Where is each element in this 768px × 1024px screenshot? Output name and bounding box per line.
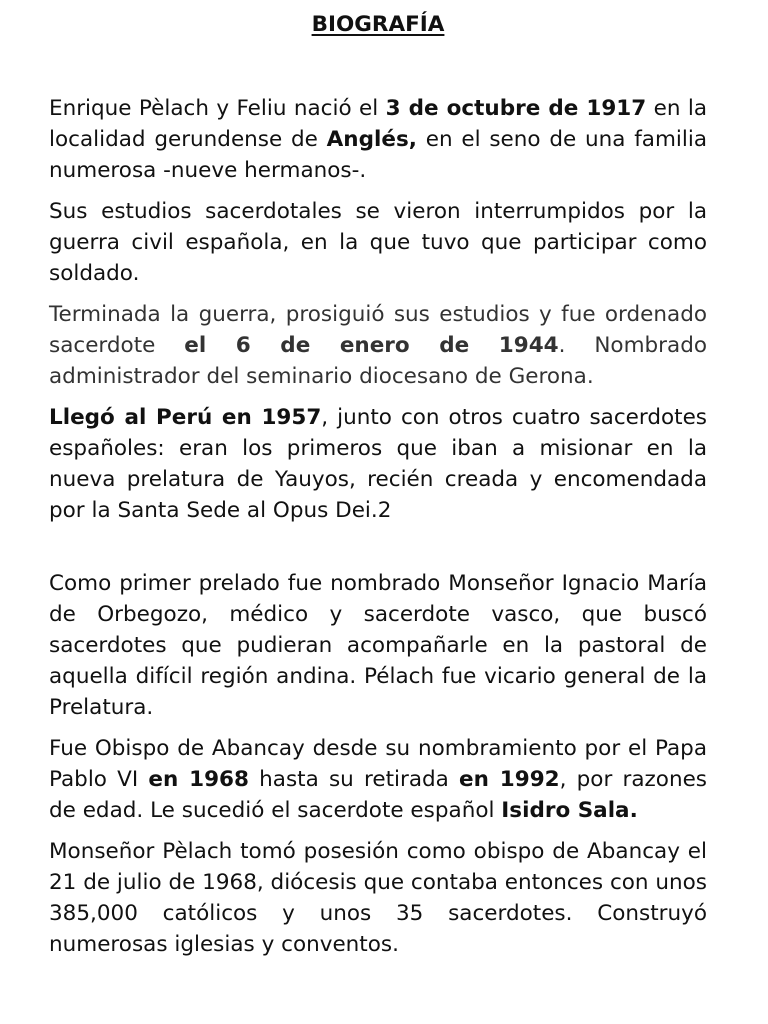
paragraph-run: Sus estudios sacerdotales se vieron interrumpidos por la guerra civil española, en la que tuvo que participar como soldado. xyxy=(49,199,707,286)
paragraph-run: Terminada la guerra, prosiguió sus estudios y fue ordenado sacerdote xyxy=(49,302,707,358)
paragraph-run: Enrique Pèlach y Feliu nació el xyxy=(49,96,386,121)
birth-date-bold: 3 de octubre de 1917 xyxy=(385,96,647,121)
year-1992-bold: en 1992 xyxy=(459,767,560,792)
arrival-bold: Llegó al Perú en 1957 xyxy=(49,405,322,430)
paragraph-bishop-abancay xyxy=(49,733,707,826)
paragraph-studies xyxy=(49,196,707,289)
paragraph-possession xyxy=(49,836,707,960)
ordination-date-bold: el 6 de enero de 1944 xyxy=(184,333,559,358)
paragraph-run: Fue Obispo de Abancay desde su nombramiento por el Papa Pablo VI xyxy=(49,736,707,792)
paragraph-run: Como primer prelado fue nombrado Monseñor Ignacio María de Orbegozo, médico y sacerdote vasco, que buscó sacerdotes que pudieran acompañarle en la pastoral de aquella difícil región andina. Pélach fue vicario general de la Prelatura. xyxy=(49,571,707,720)
paragraph-run: hasta su retirada xyxy=(248,767,460,792)
paragraph-run: , por razones de edad. Le sucedió el sacerdote español xyxy=(49,767,708,823)
document-title: BIOGRAFÍA xyxy=(311,12,445,37)
birthplace-bold: Anglés, xyxy=(326,127,417,152)
document-body xyxy=(49,93,707,970)
successor-name-bold: Isidro Sala. xyxy=(501,798,638,823)
paragraph-run: . Nombrado administrador del seminario diocesano de Gerona. xyxy=(49,333,707,389)
paragraph-arrival-peru xyxy=(49,402,707,526)
paragraph-run: en la localidad gerundense de xyxy=(49,96,707,152)
paragraph-run: en el seno de una familia numerosa -nueve hermanos-. xyxy=(49,127,707,183)
paragraph-run: , junto con otros cuatro sacerdotes españoles: eran los primeros que iban a misionar en la nueva prelatura de Yauyos, recién creada y encomendada por la Santa Sede al Opus Dei.2 xyxy=(49,405,707,523)
paragraph-run: Monseñor Pèlach tomó posesión como obispo de Abancay el 21 de julio de 1968, diócesis que contaba entonces con unos 385,000 católicos y unos 35 sacerdotes. Construyó numerosas iglesias y conventos. xyxy=(49,839,707,957)
paragraph-ordination xyxy=(49,299,707,392)
paragraph-birth xyxy=(49,93,707,186)
year-1968-bold: en 1968 xyxy=(148,767,249,792)
paragraph-first-prelate xyxy=(49,568,707,723)
